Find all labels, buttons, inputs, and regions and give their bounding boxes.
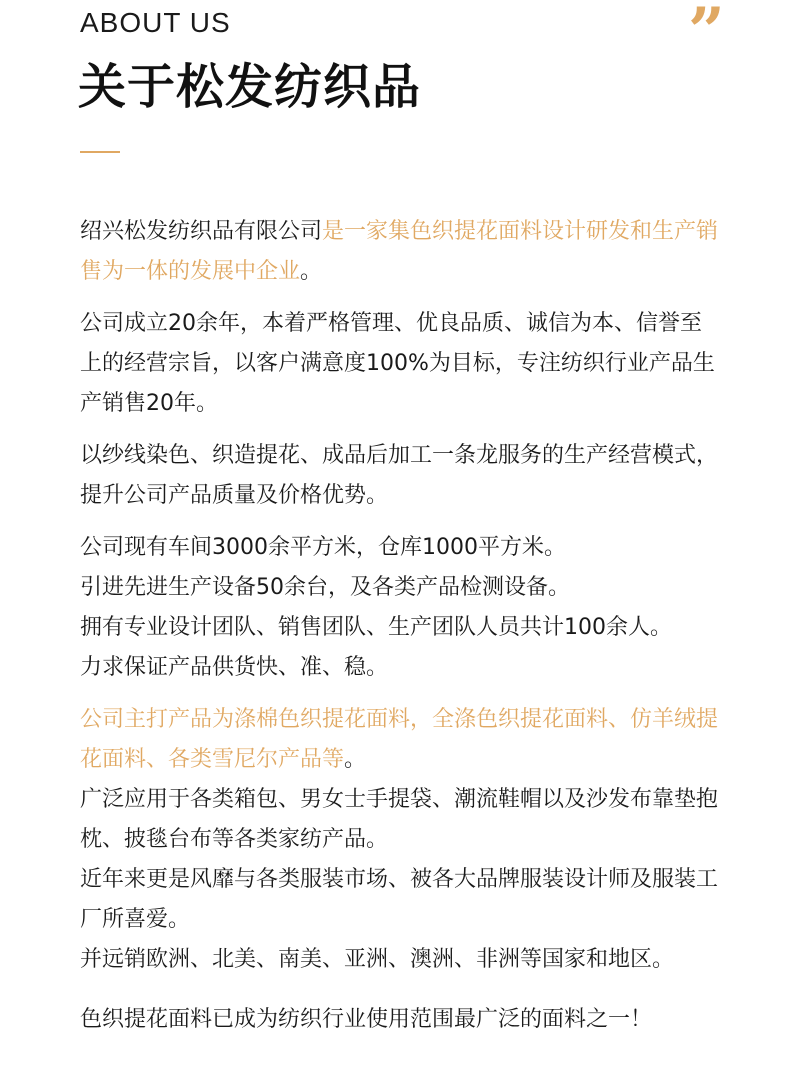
service-paragraph: 以纱线染色、织造提花、成品后加工一条龙服务的生产经营模式，提升公司产品质量及价格优势。	[80, 443, 719, 508]
products-highlight: 公司主打产品为涤棉色织提花面料，全涤色织提花面料、仿羊绒提花面料、各类雪尼尔产品等	[80, 707, 719, 772]
application-line: 广泛应用于各类箱包、男女士手提袋、潮流鞋帽以及沙发布靠垫抱枕、披毯台布等各类家纺产品。	[80, 787, 719, 852]
products-end: 。	[344, 747, 367, 772]
equipment-line: 引进先进生产设备50余台，及各类产品检测设备。	[80, 575, 570, 600]
supply-line: 力求保证产品供货快、准、稳。	[80, 655, 389, 680]
title-divider	[80, 151, 120, 153]
team-line: 拥有专业设计团队、销售团队、生产团队人员共计100余人。	[80, 615, 672, 640]
history-paragraph: 公司成立20余年，本着严格管理、优良品质、诚信为本、信誉至上的经营宗旨，以客户满意度100%为目标，专注纺织行业产品生产销售20年。	[80, 311, 715, 416]
intro-paragraph	[80, 212, 720, 292]
quote-mark-icon: ”	[688, 0, 725, 69]
page-title: 关于松发纺织品	[78, 59, 422, 115]
export-line: 并远销欧洲、北美、南美、亚洲、澳洲、非洲等国家和地区。	[80, 947, 675, 972]
popularity-line: 近年来更是风靡与各类服装市场、被各大品牌服装设计师及服装工厂所喜爱。	[80, 867, 719, 932]
section-eyebrow: ABOUT US	[80, 7, 231, 38]
closing-line: 色织提花面料已成为纺织行业使用范围最广泛的面料之一！	[80, 1007, 653, 1032]
intro-highlight: 是一家集色织提花面料设计研发和生产销售为一体的发展中企业	[80, 219, 719, 284]
products-paragraph	[80, 700, 720, 780]
about-content	[80, 212, 720, 1040]
intro-company: 绍兴松发纺织品有限公司	[80, 219, 323, 244]
intro-end: 。	[300, 259, 323, 284]
facility-line: 公司现有车间3000余平方米，仓库1000平方米。	[80, 535, 566, 560]
